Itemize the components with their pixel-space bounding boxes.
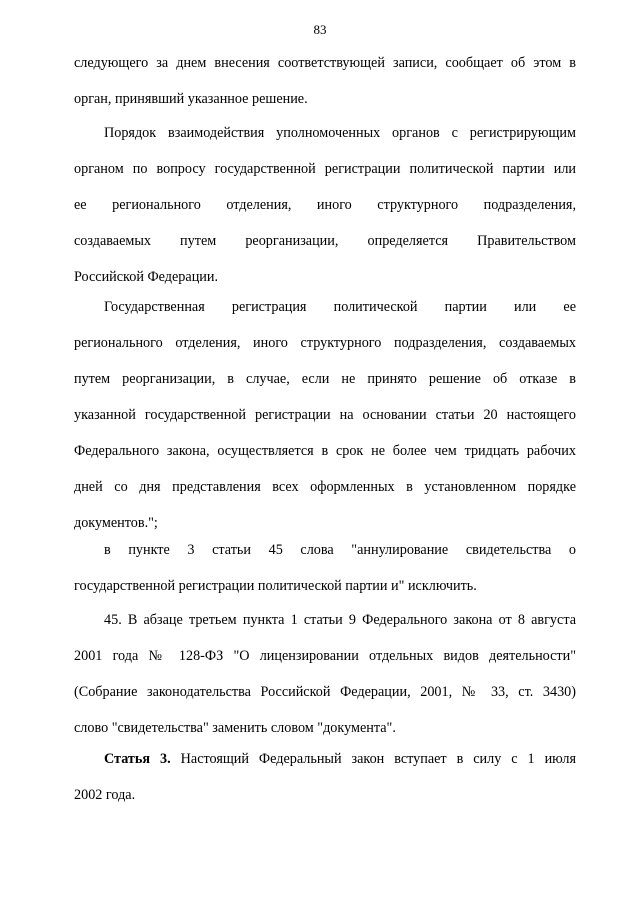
text-line: указанной государственной регистрации на основании статьи 20 настоящего xyxy=(74,407,576,423)
paragraph-2 xyxy=(74,115,576,295)
text-line: дней со дня представления всех оформленных в установленном порядке xyxy=(74,479,576,495)
text-line: слово "свидетельства" заменить словом "документа". xyxy=(74,720,396,736)
paragraph-1 xyxy=(74,45,576,117)
article-heading: Статья 3. xyxy=(104,751,171,767)
text-line: документов."; xyxy=(74,515,158,531)
text-line: 2001 года № 128-ФЗ "О лицензировании отдельных видов деятельности" xyxy=(74,648,576,664)
article-text: Настоящий Федеральный закон вступает в силу с 1 июля xyxy=(180,751,577,767)
paragraph-6 xyxy=(74,741,576,813)
text-line: государственной регистрации политической партии и" исключить. xyxy=(74,578,477,594)
text-line: создаваемых путем реорганизации, определяется Правительством xyxy=(74,233,576,249)
paragraph-3 xyxy=(74,289,576,541)
text-line: Федерального закона, осуществляется в срок не более чем тридцать рабочих xyxy=(74,443,576,459)
text-line: путем реорганизации, в случае, если не принято решение об отказе в xyxy=(74,371,576,387)
paragraph-5 xyxy=(74,602,576,746)
text-line xyxy=(74,741,576,777)
text-line: ее регионального отделения, иного структурного подразделения, xyxy=(74,197,576,213)
text-line: Порядок взаимодействия уполномоченных органов с регистрирующим xyxy=(104,125,576,141)
text-line: следующего за днем внесения соответствующей записи, сообщает об этом в xyxy=(74,55,576,71)
text-line: (Собрание законодательства Российской Федерации, 2001, № 33, ст. 3430) xyxy=(74,684,576,700)
text-line: Российской Федерации. xyxy=(74,269,219,285)
text-line: регионального отделения, иного структурного подразделения, создаваемых xyxy=(74,335,576,351)
text-line: в пункте 3 статьи 45 слова "аннулирование свидетельства о xyxy=(104,542,576,558)
paragraph-4 xyxy=(74,532,576,604)
text-line: 45. В абзаце третьем пункта 1 статьи 9 Федерального закона от 8 августа xyxy=(104,612,576,628)
text-line: орган, принявший указанное решение. xyxy=(74,91,308,107)
text-line: 2002 года. xyxy=(74,787,136,803)
text-line: Государственная регистрация политической партии или ее xyxy=(104,299,576,315)
text-line: органом по вопросу государственной регистрации политической партии или xyxy=(74,161,576,177)
page-number: 83 xyxy=(313,22,327,37)
